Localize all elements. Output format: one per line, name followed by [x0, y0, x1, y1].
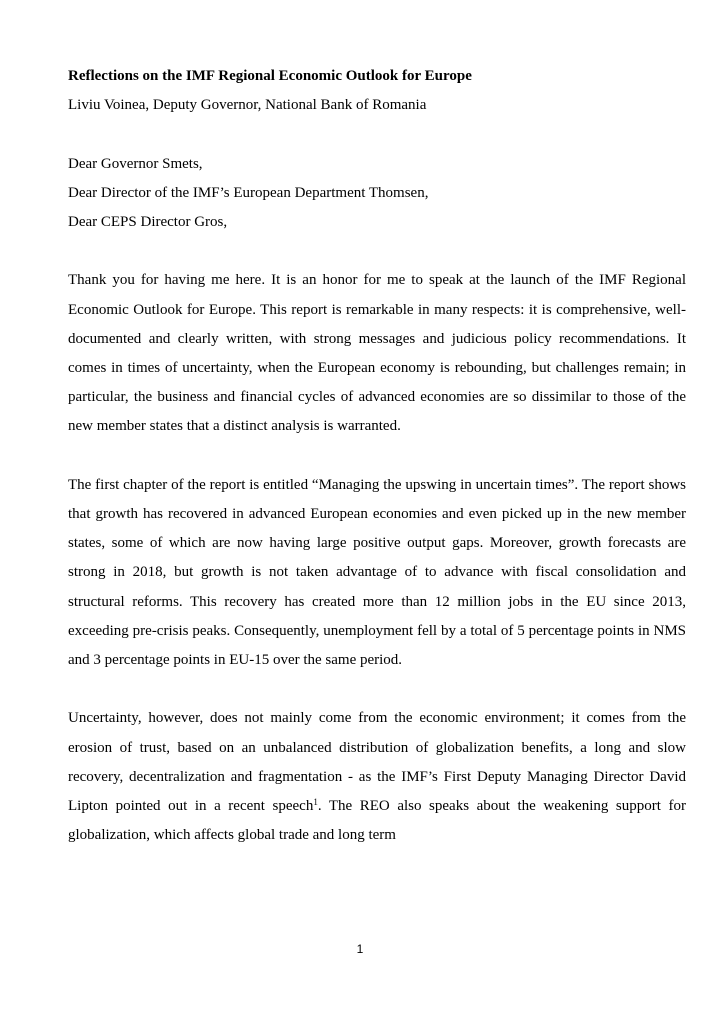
salutation-block	[68, 150, 686, 238]
salutation-line: Dear CEPS Director Gros,	[68, 214, 228, 230]
footnote-marker[interactable]: 1	[313, 797, 318, 808]
body-paragraph	[68, 704, 686, 850]
paragraph-text: Uncertainty, however, does not mainly come from the economic environment; it comes from the erosion of trust, based on an unbalanced distribution of globalization benefits, a long and slow recovery, decentralization and fragmentation - as the IMF’s First Deputy Managing Director David Lipton pointed out in a recent speech	[68, 710, 686, 815]
author-line: Liviu Voinea, Deputy Governor, National Bank of Romania	[68, 97, 427, 114]
salutation-line: Dear Director of the IMF’s European Department Thomsen,	[68, 184, 429, 201]
spacer	[68, 442, 686, 471]
spacer	[68, 675, 686, 704]
spacer	[68, 237, 686, 266]
document-title: Reflections on the IMF Regional Economic Outlook for Europe	[68, 68, 472, 84]
spacer	[68, 120, 686, 149]
page-number: 1	[356, 942, 364, 956]
document-body	[68, 62, 686, 850]
paragraph-text: . The REO also speaks about the weakening support for globalization, which affects global trade and long term	[68, 798, 686, 844]
salutation-line: Dear Governor Smets,	[68, 155, 203, 172]
body-paragraph: Thank you for having me here. It is an honor for me to speak at the launch of the IMF Regional Economic Outlook for Europe. This report is remarkable in many respects: it is comprehensive, well-documented and clearly written, with strong messages and judicious policy recommendations. It comes in times of uncertainty, when the European economy is rebounding, but challenges remain; in particular, the business and financial cycles of advanced economies are so dissimilar to those of the new member states that a distinct analysis is warranted.	[68, 272, 686, 435]
body-paragraph: The first chapter of the report is entitled “Managing the upswing in uncertain times”. The report shows that growth has recovered in advanced European economies and even picked up in the new member states, some of which are now having large positive output gaps. Moreover, growth forecasts are strong in 2018, but growth is not taken advantage of to advance with fiscal consolidation and structural reforms. This recovery has created more than 12 million jobs in the EU since 2013, exceeding pre-crisis peaks. Consequently, unemployment fell by a total of 5 percentage points in NMS and 3 percentage points in EU-15 over the same period.	[68, 476, 686, 669]
